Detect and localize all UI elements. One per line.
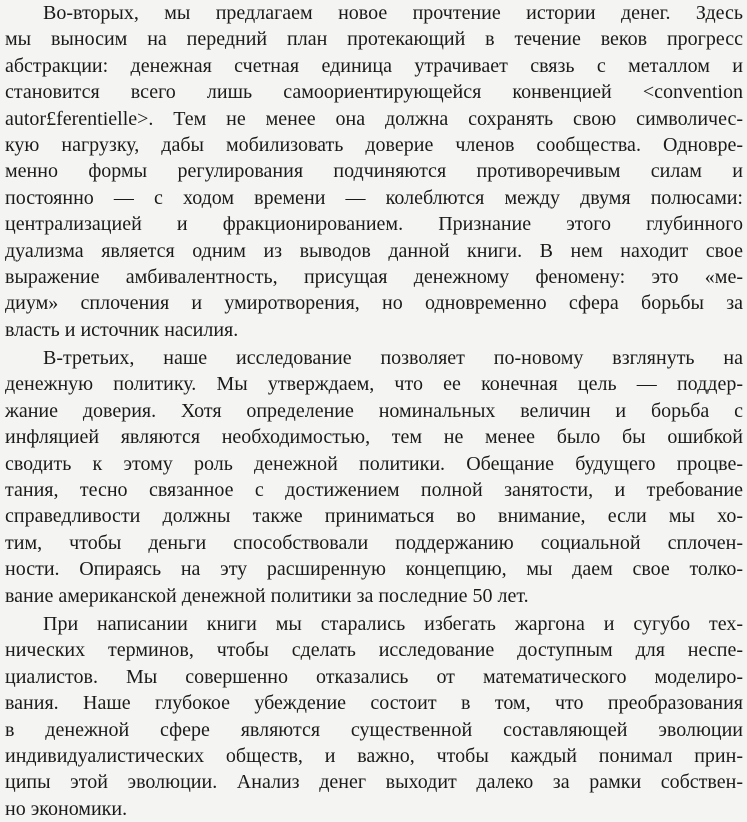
text-line: в денежной сфере являются существенной составляющей эволюции (5, 718, 743, 741)
paragraph-1 (5, 0, 743, 343)
text-line: власть и источник насилия. (5, 318, 239, 341)
text-line: В-третьих, наше исследование позволяет по-новому взглянуть на (43, 347, 743, 370)
text-line: абстракции: денежная счетная единица утрачивает связь с металлом и (5, 54, 743, 77)
text-line: сводить к этому роль денежной политики. Обещание будущего процве- (5, 452, 743, 475)
text-line: вание американской денежной политики за последние 50 лет. (5, 584, 529, 607)
text-line: тания, тесно связанное с достижением полной занятости, и требование (5, 479, 743, 502)
text-line: При написании книги мы старались избегать жаргона и сугубо тех- (43, 612, 743, 635)
text-line: тим, чтобы деньги способствовали поддержанию социальной сплочен- (5, 531, 743, 554)
text-line: дуализма является одним из выводов данной книги. В нем находит свое (5, 239, 743, 262)
text-line: жание доверия. Хотя определение номинальных величин и борьба с (5, 399, 743, 422)
text-line: индивидуалистических обществ, и важно, чтобы каждый понимал прин- (5, 744, 743, 767)
text-line: кую нагрузку, дабы мобилизовать доверие членов сообщества. Одновре- (5, 133, 743, 156)
text-line: ципы этой эволюции. Анализ денег выходит далеко за рамки собствен- (5, 771, 743, 794)
paragraph-2 (5, 345, 743, 609)
text-line: ности. Опираясь на эту расширенную концепцию, мы даем свое толко- (5, 558, 743, 581)
text-line: Во-вторых, мы предлагаем новое прочтение истории денег. Здесь (43, 2, 743, 24)
text-line: но экономики. (5, 797, 128, 820)
text-line: autor£ferentielle>. Тем не менее она должна сохранять свою символичес- (5, 107, 743, 130)
text-line: справедливости должны также приниматься во внимание, если мы хо- (5, 505, 743, 528)
text-line: инфляцией являются необходимостью, тем не менее было бы ошибкой (5, 426, 743, 449)
text-line: денежную политику. Мы утверждаем, что ее конечная цель — поддер- (5, 373, 743, 396)
paragraph-3 (5, 611, 743, 822)
text-line: становится всего лишь самоориентирующейся конвенцией <convention (5, 81, 743, 104)
text-line: централизацией и фракционированием. Признание этого глубинного (5, 213, 743, 236)
text-line: мы выносим на передний план протекающий в течение веков прогресс (5, 28, 743, 51)
text-line: диум» сплочения и умиротворения, но одновременно сфера борьбы за (5, 292, 743, 315)
text-line: нических терминов, чтобы сделать исследование доступным для неспе- (5, 639, 743, 662)
text-line: вания. Наше глубокое убеждение состоит в том, что преобразования (5, 692, 743, 715)
text-line: выражение амбивалентность, присущая денежному феномену: это «ме- (5, 265, 743, 288)
text-line: менно формы регулирования подчиняются противоречивым силам и (5, 160, 743, 183)
text-line: постоянно — с ходом времени — колеблются между двумя полюсами: (5, 186, 743, 209)
text-line: циалистов. Мы совершенно отказались от математического моделиро- (5, 665, 743, 688)
